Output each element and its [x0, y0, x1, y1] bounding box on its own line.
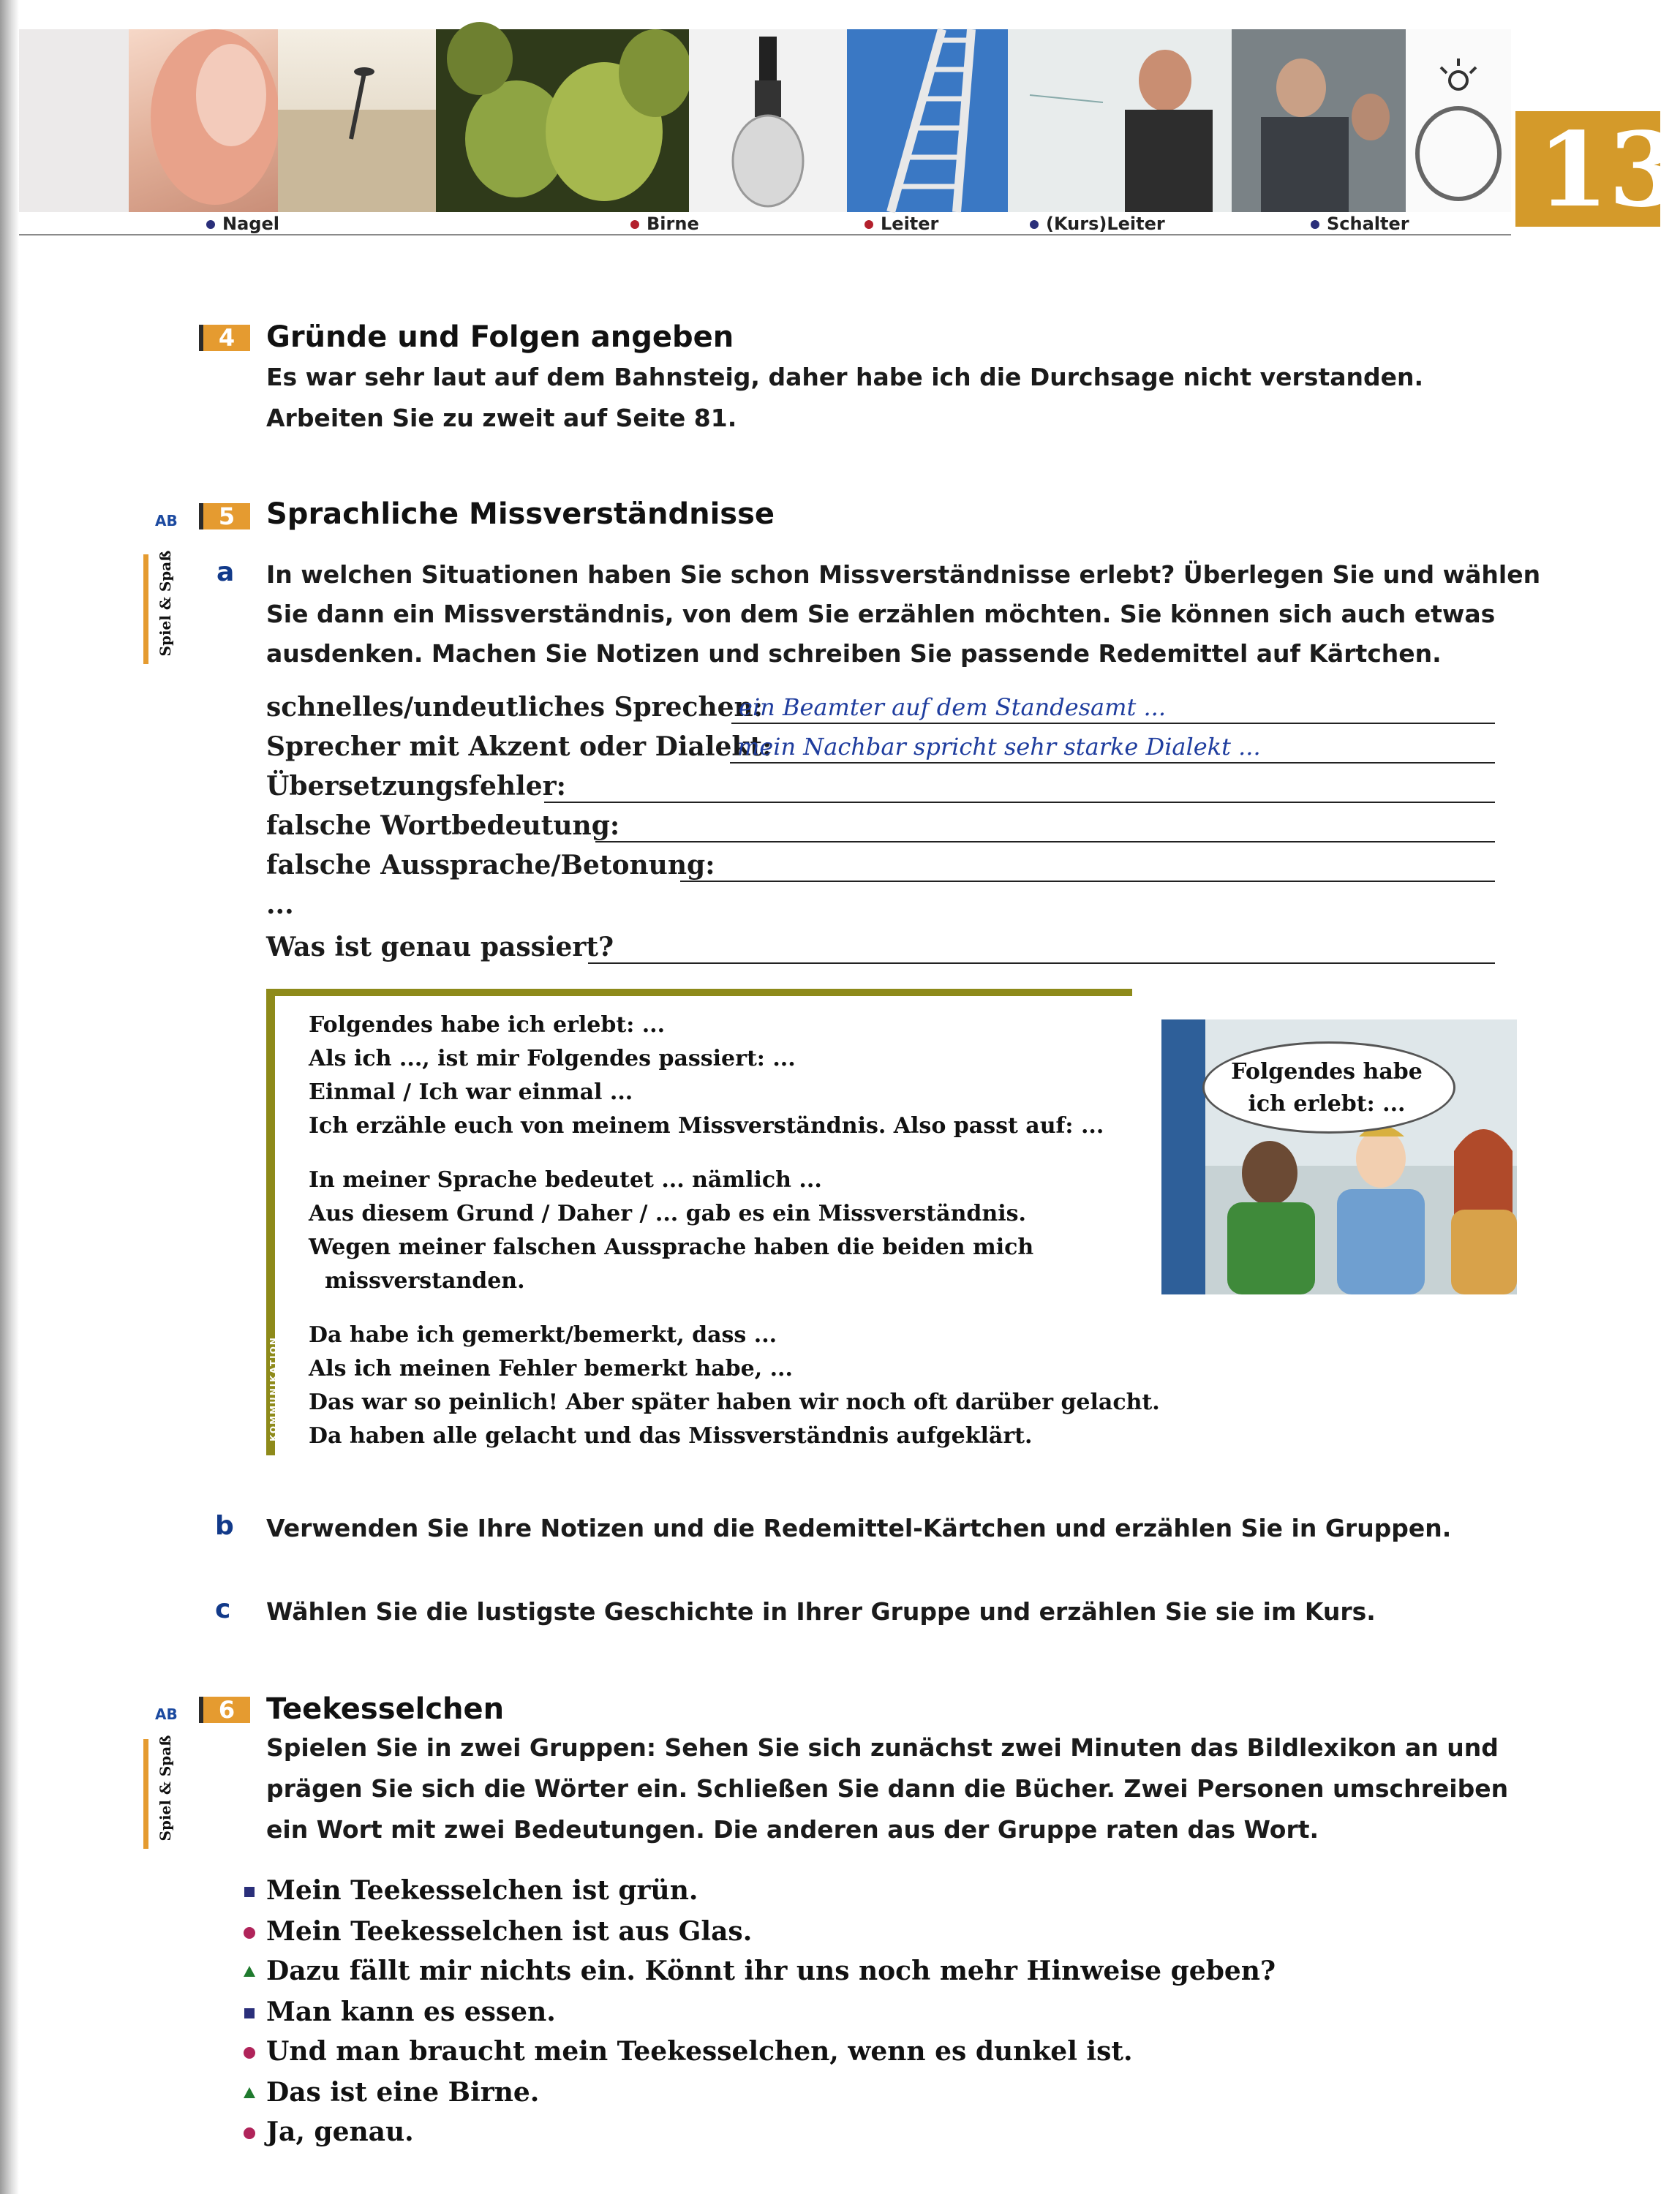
- note-row[interactable]: [266, 771, 1495, 807]
- caption-item: [865, 214, 938, 234]
- task-a-line-3: ausdenken. Machen Sie Notizen und schreiben Sie passende Redemittel auf Kärtchen.: [266, 639, 1442, 668]
- phrase: In meiner Sprache bedeutet ... nämlich ...: [309, 1167, 822, 1193]
- dialogue-line: [266, 1956, 1276, 1986]
- exercise-6-line-3: ein Wort mit zwei Bedeutungen. Die anderen aus der Gruppe raten das Wort.: [266, 1815, 1319, 1844]
- note-label: falsche Aussprache/Betonung:: [266, 850, 715, 881]
- caption-label: (Kurs)Leiter: [1046, 214, 1165, 234]
- task-b-letter: b: [215, 1511, 234, 1541]
- handwritten-answer: mein Nachbar spricht sehr starke Dialekt ...: [737, 733, 1261, 761]
- note-label: falsche Wortbedeutung:: [266, 810, 620, 841]
- dialogue-text: Mein Teekesselchen ist aus Glas.: [266, 1916, 753, 1947]
- exercise-6-line-1: Spielen Sie in zwei Gruppen: Sehen Sie sich zunächst zwei Minuten das Bildlexikon an und: [266, 1733, 1499, 1762]
- chapter-number: 13: [1537, 110, 1680, 230]
- lightbulb-illustration: [689, 29, 847, 212]
- phrase: Einmal / Ich war einmal ...: [309, 1079, 633, 1105]
- note-row[interactable]: [266, 932, 1495, 968]
- exercise-6-line-2: prägen Sie sich die Wörter ein. Schließen Sie dann die Bücher. Zwei Personen umschreiben: [266, 1774, 1509, 1803]
- kommunikation-box: [266, 989, 1160, 1455]
- business-illustration: [1232, 29, 1406, 212]
- note-line: [544, 801, 1495, 803]
- note-row[interactable]: [266, 731, 1495, 768]
- spiel-spass-label: [143, 550, 175, 664]
- dialogue-text: Das ist eine Birne.: [266, 2077, 540, 2108]
- ellipsis: ...: [266, 889, 294, 920]
- dialogue-text: Man kann es essen.: [266, 1997, 556, 2027]
- ab-badge: AB: [155, 1705, 178, 1723]
- note-line: [595, 840, 1495, 842]
- caption-label: Schalter: [1327, 214, 1409, 234]
- bubble-line: Folgendes habe: [1231, 1059, 1423, 1085]
- triangle-marker-icon: [244, 1966, 255, 1977]
- pears-photo: [436, 29, 689, 212]
- thumb-illustration: [129, 29, 278, 212]
- dialogue-line: [266, 1916, 752, 1947]
- phrase: missverstanden.: [325, 1268, 525, 1294]
- exercise-6-title: Teekesselchen: [266, 1692, 505, 1726]
- nail-photo: [278, 29, 436, 212]
- dialogue-text: Ja, genau.: [266, 2116, 414, 2147]
- caption-dot: [630, 220, 639, 229]
- phrase: Ich erzähle euch von meinem Missverständnis. Also passt auf: ...: [309, 1113, 1104, 1139]
- bildlexikon-strip: [19, 29, 1511, 212]
- handwritten-answer: ein Beamter auf dem Standesamt ...: [739, 693, 1167, 721]
- caption-dot: [1311, 220, 1319, 229]
- teacher-illustration: [1008, 29, 1232, 212]
- phrase: Als ich meinen Fehler bemerkt habe, ...: [309, 1356, 793, 1381]
- spiel-spass-label: [143, 1735, 175, 1849]
- phrase: Das war so peinlich! Aber später haben wir noch oft darüber gelacht.: [309, 1390, 1160, 1415]
- note-row[interactable]: [266, 692, 1495, 728]
- note-line: [730, 761, 1495, 764]
- switch-photo: [1406, 29, 1511, 212]
- note-label: Sprecher mit Akzent oder Dialekt:: [266, 731, 772, 762]
- caption-label: Leiter: [881, 214, 939, 234]
- caption-item: [1030, 214, 1165, 234]
- teacher-photo: [1008, 29, 1232, 212]
- note-label: Übersetzungsfehler:: [266, 771, 566, 802]
- task-b-text: Verwenden Sie Ihre Notizen und die Redemittel-Kärtchen und erzählen Sie in Gruppen.: [266, 1514, 1452, 1542]
- kommunikation-text: KOMMUNIKATION: [268, 1336, 279, 1441]
- dialogue-text: Dazu fällt mir nichts ein. Könnt ihr uns noch mehr Hinweise geben?: [266, 1956, 1276, 1986]
- circle-marker-icon: [244, 2127, 255, 2139]
- dialogue-line: [266, 2077, 539, 2108]
- square-marker-icon: [244, 1887, 255, 1897]
- task-a-letter: a: [216, 557, 235, 587]
- phrase: Wegen meiner falschen Aussprache haben die beiden mich: [309, 1234, 1034, 1260]
- ladder-illustration: [847, 29, 1008, 212]
- ab-badge: AB: [155, 512, 178, 529]
- exercise-6-number: 6: [203, 1697, 250, 1723]
- lightbulb-photo: [689, 29, 847, 212]
- spiel-spass-text: Spiel & Spaß: [157, 550, 174, 657]
- note-line: [731, 722, 1495, 724]
- task-c-letter: c: [215, 1594, 231, 1624]
- note-label: Was ist genau passiert?: [266, 932, 614, 962]
- nail-illustration: [278, 29, 436, 212]
- caption-dot: [206, 220, 215, 229]
- exercise-4-line-1: Es war sehr laut auf dem Bahnsteig, daher habe ich die Durchsage nicht verstanden.: [266, 363, 1424, 391]
- exercise-4-title: Gründe und Folgen angeben: [266, 320, 734, 354]
- note-line: [588, 962, 1495, 964]
- phrase: Aus diesem Grund / Daher / ... gab es ein Missverständnis.: [309, 1201, 1026, 1226]
- picture-captions: [19, 214, 1511, 235]
- caption-label: Nagel: [222, 214, 279, 234]
- business-photo: [1232, 29, 1406, 212]
- task-a-line-2: Sie dann ein Missverständnis, von dem Sie erzählen möchten. Sie können sich auch etwas: [266, 600, 1496, 628]
- spiel-spass-text: Spiel & Spaß: [157, 1735, 174, 1841]
- dialogue-line: [266, 2116, 414, 2147]
- exercise-4-number: 4: [203, 325, 250, 351]
- caption-item: [630, 214, 699, 234]
- note-label: schnelles/undeutliches Sprechen:: [266, 692, 763, 723]
- circle-marker-icon: [244, 2047, 255, 2059]
- task-a-line-1: In welchen Situationen haben Sie schon Missverständnisse erlebt? Überlegen Sie und wählen: [266, 560, 1541, 589]
- bubble-line: ich erlebt: ...: [1248, 1091, 1406, 1117]
- exercise-5-title: Sprachliche Missverständnisse: [266, 497, 775, 531]
- dialogue-text: Mein Teekesselchen ist grün.: [266, 1875, 698, 1906]
- caption-label: Birne: [647, 214, 699, 234]
- blank-photo: [19, 29, 129, 212]
- task-c-text: Wählen Sie die lustigste Geschichte in Ihrer Gruppe und erzählen Sie sie im Kurs.: [266, 1597, 1376, 1626]
- exercise-4-line-2: Arbeiten Sie zu zweit auf Seite 81.: [266, 404, 737, 432]
- note-row[interactable]: [266, 850, 1495, 886]
- caption-dot: [1030, 220, 1039, 229]
- triangle-marker-icon: [244, 2087, 255, 2098]
- thumb-photo: [129, 29, 278, 212]
- pears-illustration: [436, 29, 689, 212]
- switch-illustration: [1406, 29, 1511, 212]
- dialogue-text: Und man braucht mein Teekesselchen, wenn es dunkel ist.: [266, 2036, 1133, 2067]
- phrase: Als ich ..., ist mir Folgendes passiert: ...: [309, 1046, 796, 1071]
- dialogue-line: [266, 2036, 1133, 2067]
- speech-bubble-text: [1202, 1056, 1451, 1120]
- phrase: Da habe ich gemerkt/bemerkt, dass ...: [309, 1322, 777, 1348]
- circle-marker-icon: [244, 1927, 255, 1939]
- page-edge-shadow: [0, 0, 19, 2194]
- phrase: Folgendes habe ich erlebt: ...: [309, 1012, 666, 1038]
- square-marker-icon: [244, 2008, 255, 2018]
- kommunikation-label: [266, 1325, 279, 1457]
- note-line: [680, 880, 1495, 882]
- caption-item: [206, 214, 279, 234]
- caption-dot: [865, 220, 873, 229]
- dialogue-line: [266, 1875, 698, 1906]
- ladder-photo: [847, 29, 1008, 212]
- note-row[interactable]: [266, 810, 1495, 847]
- phrase: Da haben alle gelacht und das Missverständnis aufgeklärt.: [309, 1423, 1033, 1449]
- caption-item: [1311, 214, 1409, 234]
- exercise-5-number: 5: [203, 503, 250, 529]
- dialogue-line: [266, 1997, 556, 2027]
